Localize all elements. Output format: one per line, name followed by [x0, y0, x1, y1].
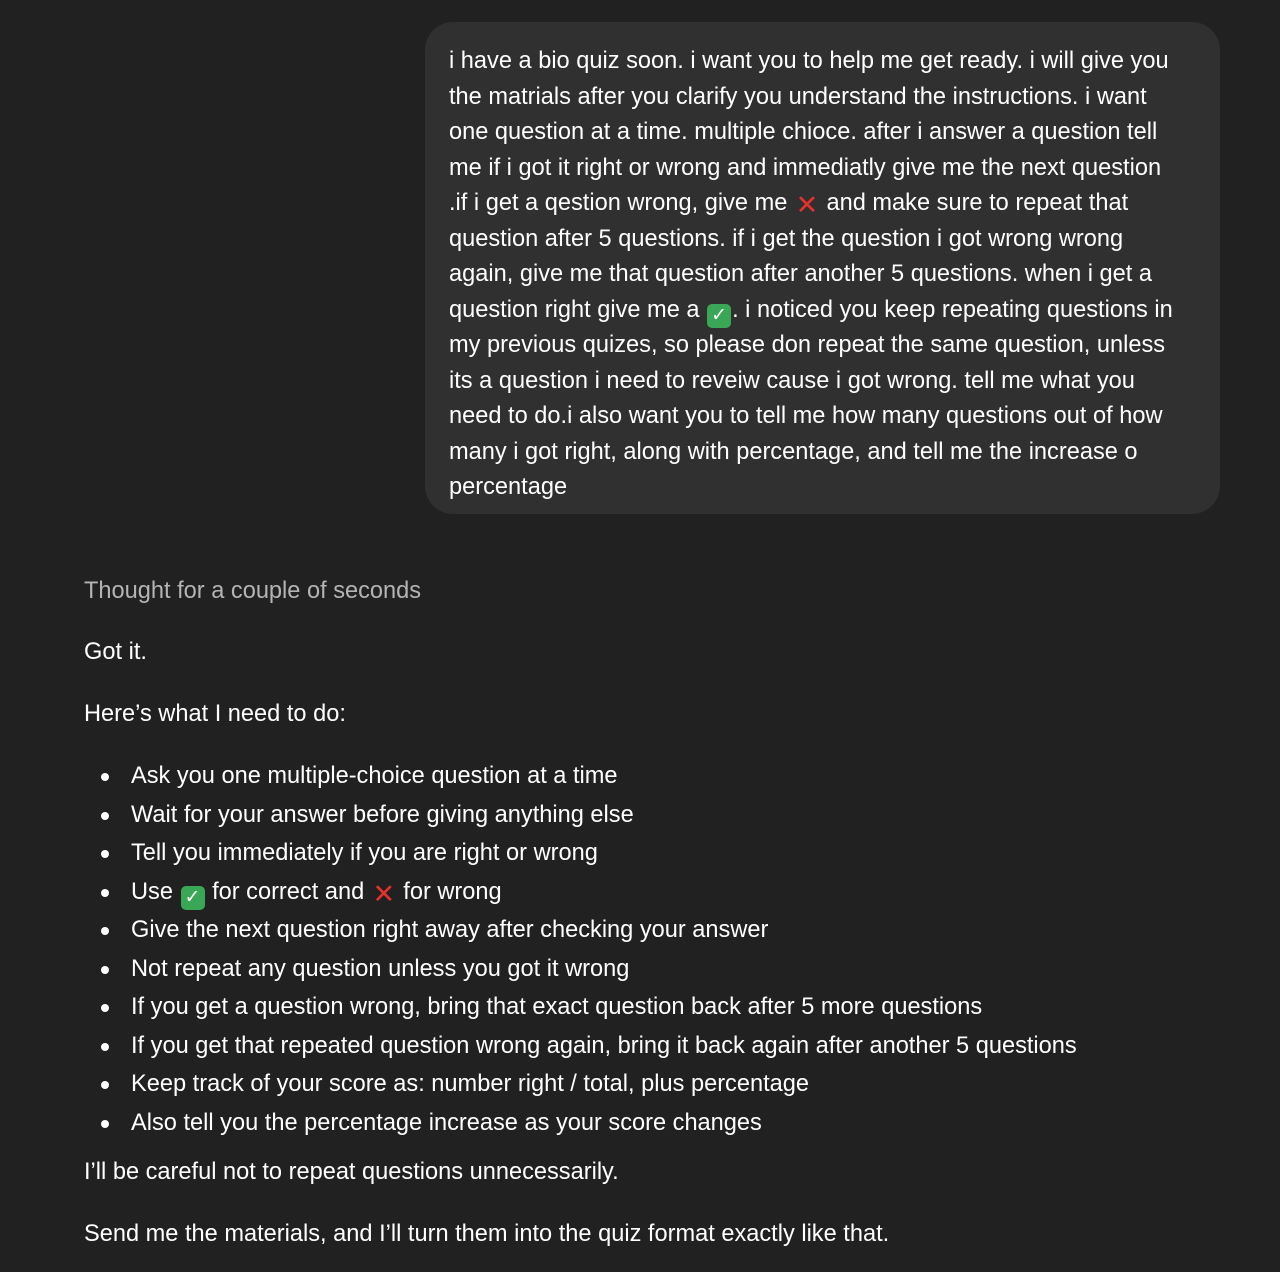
bullet-dot-icon: [101, 1081, 109, 1089]
user-message-line: . i noticed you keep repeating questions in: [732, 296, 1173, 323]
user-message-line: me if i got it right or wrong and immediatly give me the next question: [449, 154, 1162, 181]
assistant-paragraph-intro: Here’s what I need to do:: [84, 701, 346, 727]
list-item-text: Give the next question right away after checking your answer: [131, 917, 769, 943]
assistant-paragraph-got-it: Got it.: [84, 639, 147, 665]
thought-toggle[interactable]: Thought for a couple of seconds: [84, 578, 422, 604]
bullet-dot-icon: [101, 773, 109, 781]
user-message-line: many i got right, along with percentage, and tell me the increase o: [449, 438, 1138, 465]
user-message-bubble: [425, 22, 1220, 514]
list-item-text: Use: [131, 878, 180, 905]
user-message-line: need to do.i also want you to tell me how many questions out of how: [449, 403, 1163, 429]
user-message-line: .if i get a qestion wrong, give me: [449, 190, 794, 216]
instruction-list: [84, 759, 1224, 1144]
list-item: [84, 952, 1224, 991]
list-item-text: for wrong: [396, 878, 502, 905]
list-item: [84, 913, 1224, 952]
list-item-text: If you get that repeated question wrong again, bring it back again after another 5 questions: [131, 1032, 1077, 1059]
check-mark-icon: ✓: [181, 886, 205, 910]
user-message-line: one question at a time. multiple chioce. after i answer a question tell: [449, 119, 1158, 145]
list-item: [84, 1029, 1224, 1068]
list-item-text: for correct and: [205, 878, 371, 905]
assistant-paragraph-send: Send me the materials, and I’ll turn them into the quiz format exactly like that.: [84, 1221, 890, 1247]
list-item-text: Also tell you the percentage increase as your score changes: [131, 1109, 762, 1136]
bullet-dot-icon: [101, 927, 109, 935]
list-item-text: Ask you one multiple-choice question at a time: [131, 763, 618, 789]
list-item: [84, 990, 1224, 1029]
user-message-line: again, give me that question after another 5 questions. when i get a: [449, 261, 1153, 287]
user-message-line: percentage: [449, 474, 568, 500]
list-item: [84, 798, 1224, 837]
user-message-line: my previous quizes, so please don repeat the same question, unless: [449, 332, 1166, 358]
user-message-line: its a question i need to reveiw cause i got wrong. tell me what you: [449, 367, 1135, 394]
list-item: [84, 836, 1224, 875]
user-message-line: and make sure to repeat that: [819, 190, 1129, 216]
list-item: [84, 1067, 1224, 1106]
list-item: [84, 759, 1224, 798]
assistant-paragraph-careful: I’ll be careful not to repeat questions unnecessarily.: [84, 1159, 619, 1185]
bullet-dot-icon: [101, 966, 109, 974]
user-message-line: i have a bio quiz soon. i want you to help me get ready. i will give you: [449, 48, 1169, 74]
list-item-text: Wait for your answer before giving anything else: [131, 801, 634, 828]
list-item-text: Tell you immediately if you are right or wrong: [131, 840, 598, 866]
list-item-text: Not repeat any question unless you got it wrong: [131, 955, 630, 982]
bullet-dot-icon: [101, 1004, 109, 1012]
user-message-line: the matrials after you clarify you understand the instructions. i want: [449, 83, 1147, 110]
cross-mark-icon: ✕: [372, 878, 396, 909]
bullet-dot-icon: [101, 812, 109, 820]
user-message-line: question right give me a: [449, 296, 707, 323]
assistant-message: [84, 574, 1224, 1251]
list-item-text: Keep track of your score as: number right / total, plus percentage: [131, 1071, 810, 1097]
bullet-dot-icon: [101, 850, 109, 858]
list-item-text: If you get a question wrong, bring that exact question back after 5 more questions: [131, 994, 983, 1020]
list-item: [84, 875, 1224, 914]
bullet-dot-icon: [101, 1120, 109, 1128]
bullet-dot-icon: [101, 1043, 109, 1051]
check-mark-icon: ✓: [707, 304, 731, 328]
user-message-line: question after 5 questions. if i get the question i got wrong wrong: [449, 225, 1124, 252]
cross-mark-icon: ✕: [795, 190, 819, 220]
bullet-dot-icon: [101, 889, 109, 897]
list-item: [84, 1106, 1224, 1145]
